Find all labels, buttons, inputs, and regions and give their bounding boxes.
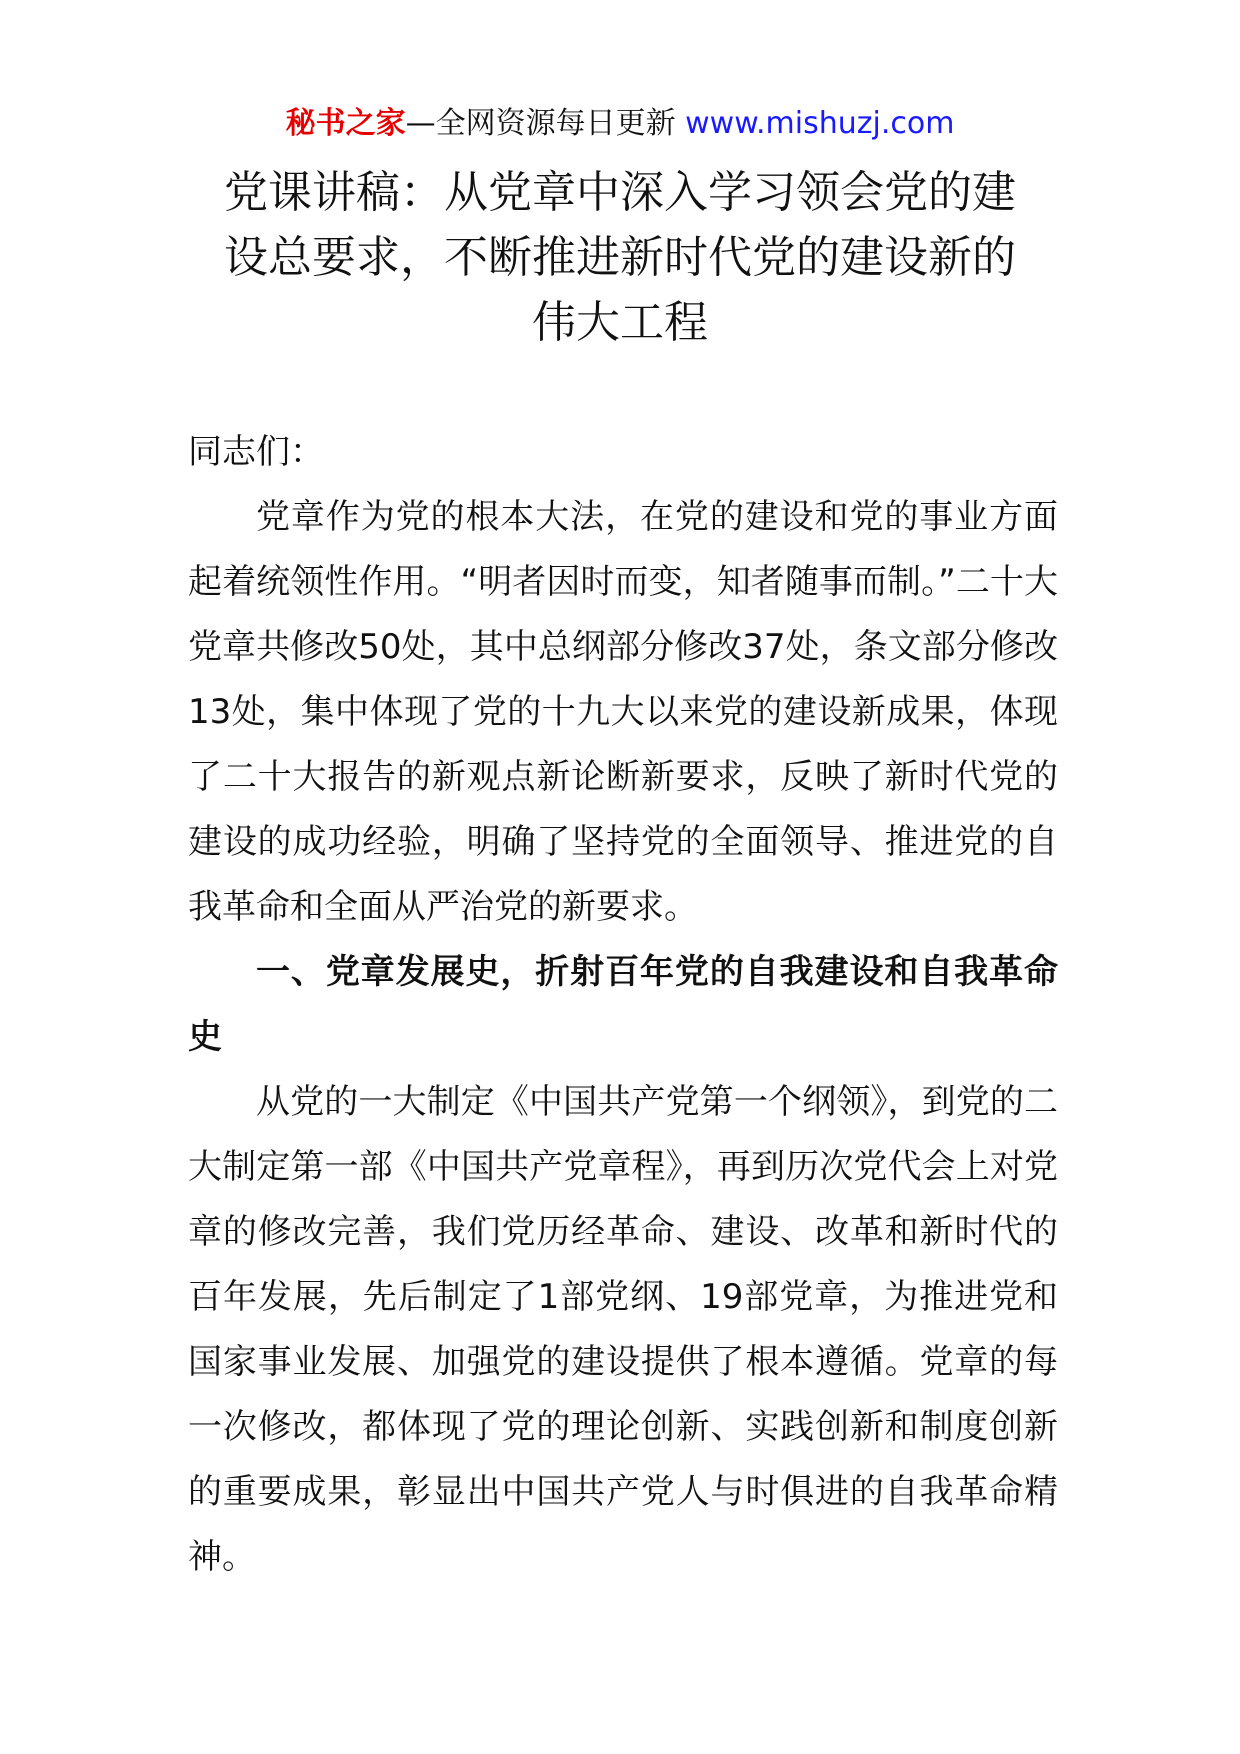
site-brand: 秘书之家 [285, 106, 406, 141]
document-body [188, 420, 1058, 1590]
site-header [0, 104, 1240, 144]
salutation: 同志们： [188, 432, 324, 472]
document-title: 党课讲稿：从党章中深入学习领会党的建设总要求，不断推进新时代党的建设新的伟大工程 [224, 167, 1016, 348]
site-slogan: —全网资源每日更新 [405, 106, 676, 141]
section-heading: 一、党章发展史，折射百年党的自我建设和自我革命史 [188, 952, 1058, 1057]
site-url-link[interactable]: www.mishuzj.com [685, 106, 955, 141]
intro-paragraph: 党章作为党的根本大法，在党的建设和党的事业方面起着统领性作用。“明者因时而变，知者随事而制。”二十大党章共修改50处，其中总纲部分修改37处，条文部分修改13处，集中体现了党的十九大以来党的建设新成果，体现了二十大报告的新观点新论断新要求，反映了新时代党的建设的成功经验，明确了坚持党的全面领导、推进党的自我革命和全面从严治党的新要求。 [188, 497, 1058, 927]
section-paragraph: 从党的一大制定《中国共产党第一个纲领》，到党的二大制定第一部《中国共产党章程》，再到历次党代会上对党章的修改完善，我们党历经革命、建设、改革和新时代的百年发展，先后制定了1部党纲、19部党章，为推进党和国家事业发展、加强党的建设提供了根本遵循。党章的每一次修改，都体现了党的理论创新、实践创新和制度创新的重要成果，彰显出中国共产党人与时俱进的自我革命精神。 [188, 1082, 1058, 1577]
